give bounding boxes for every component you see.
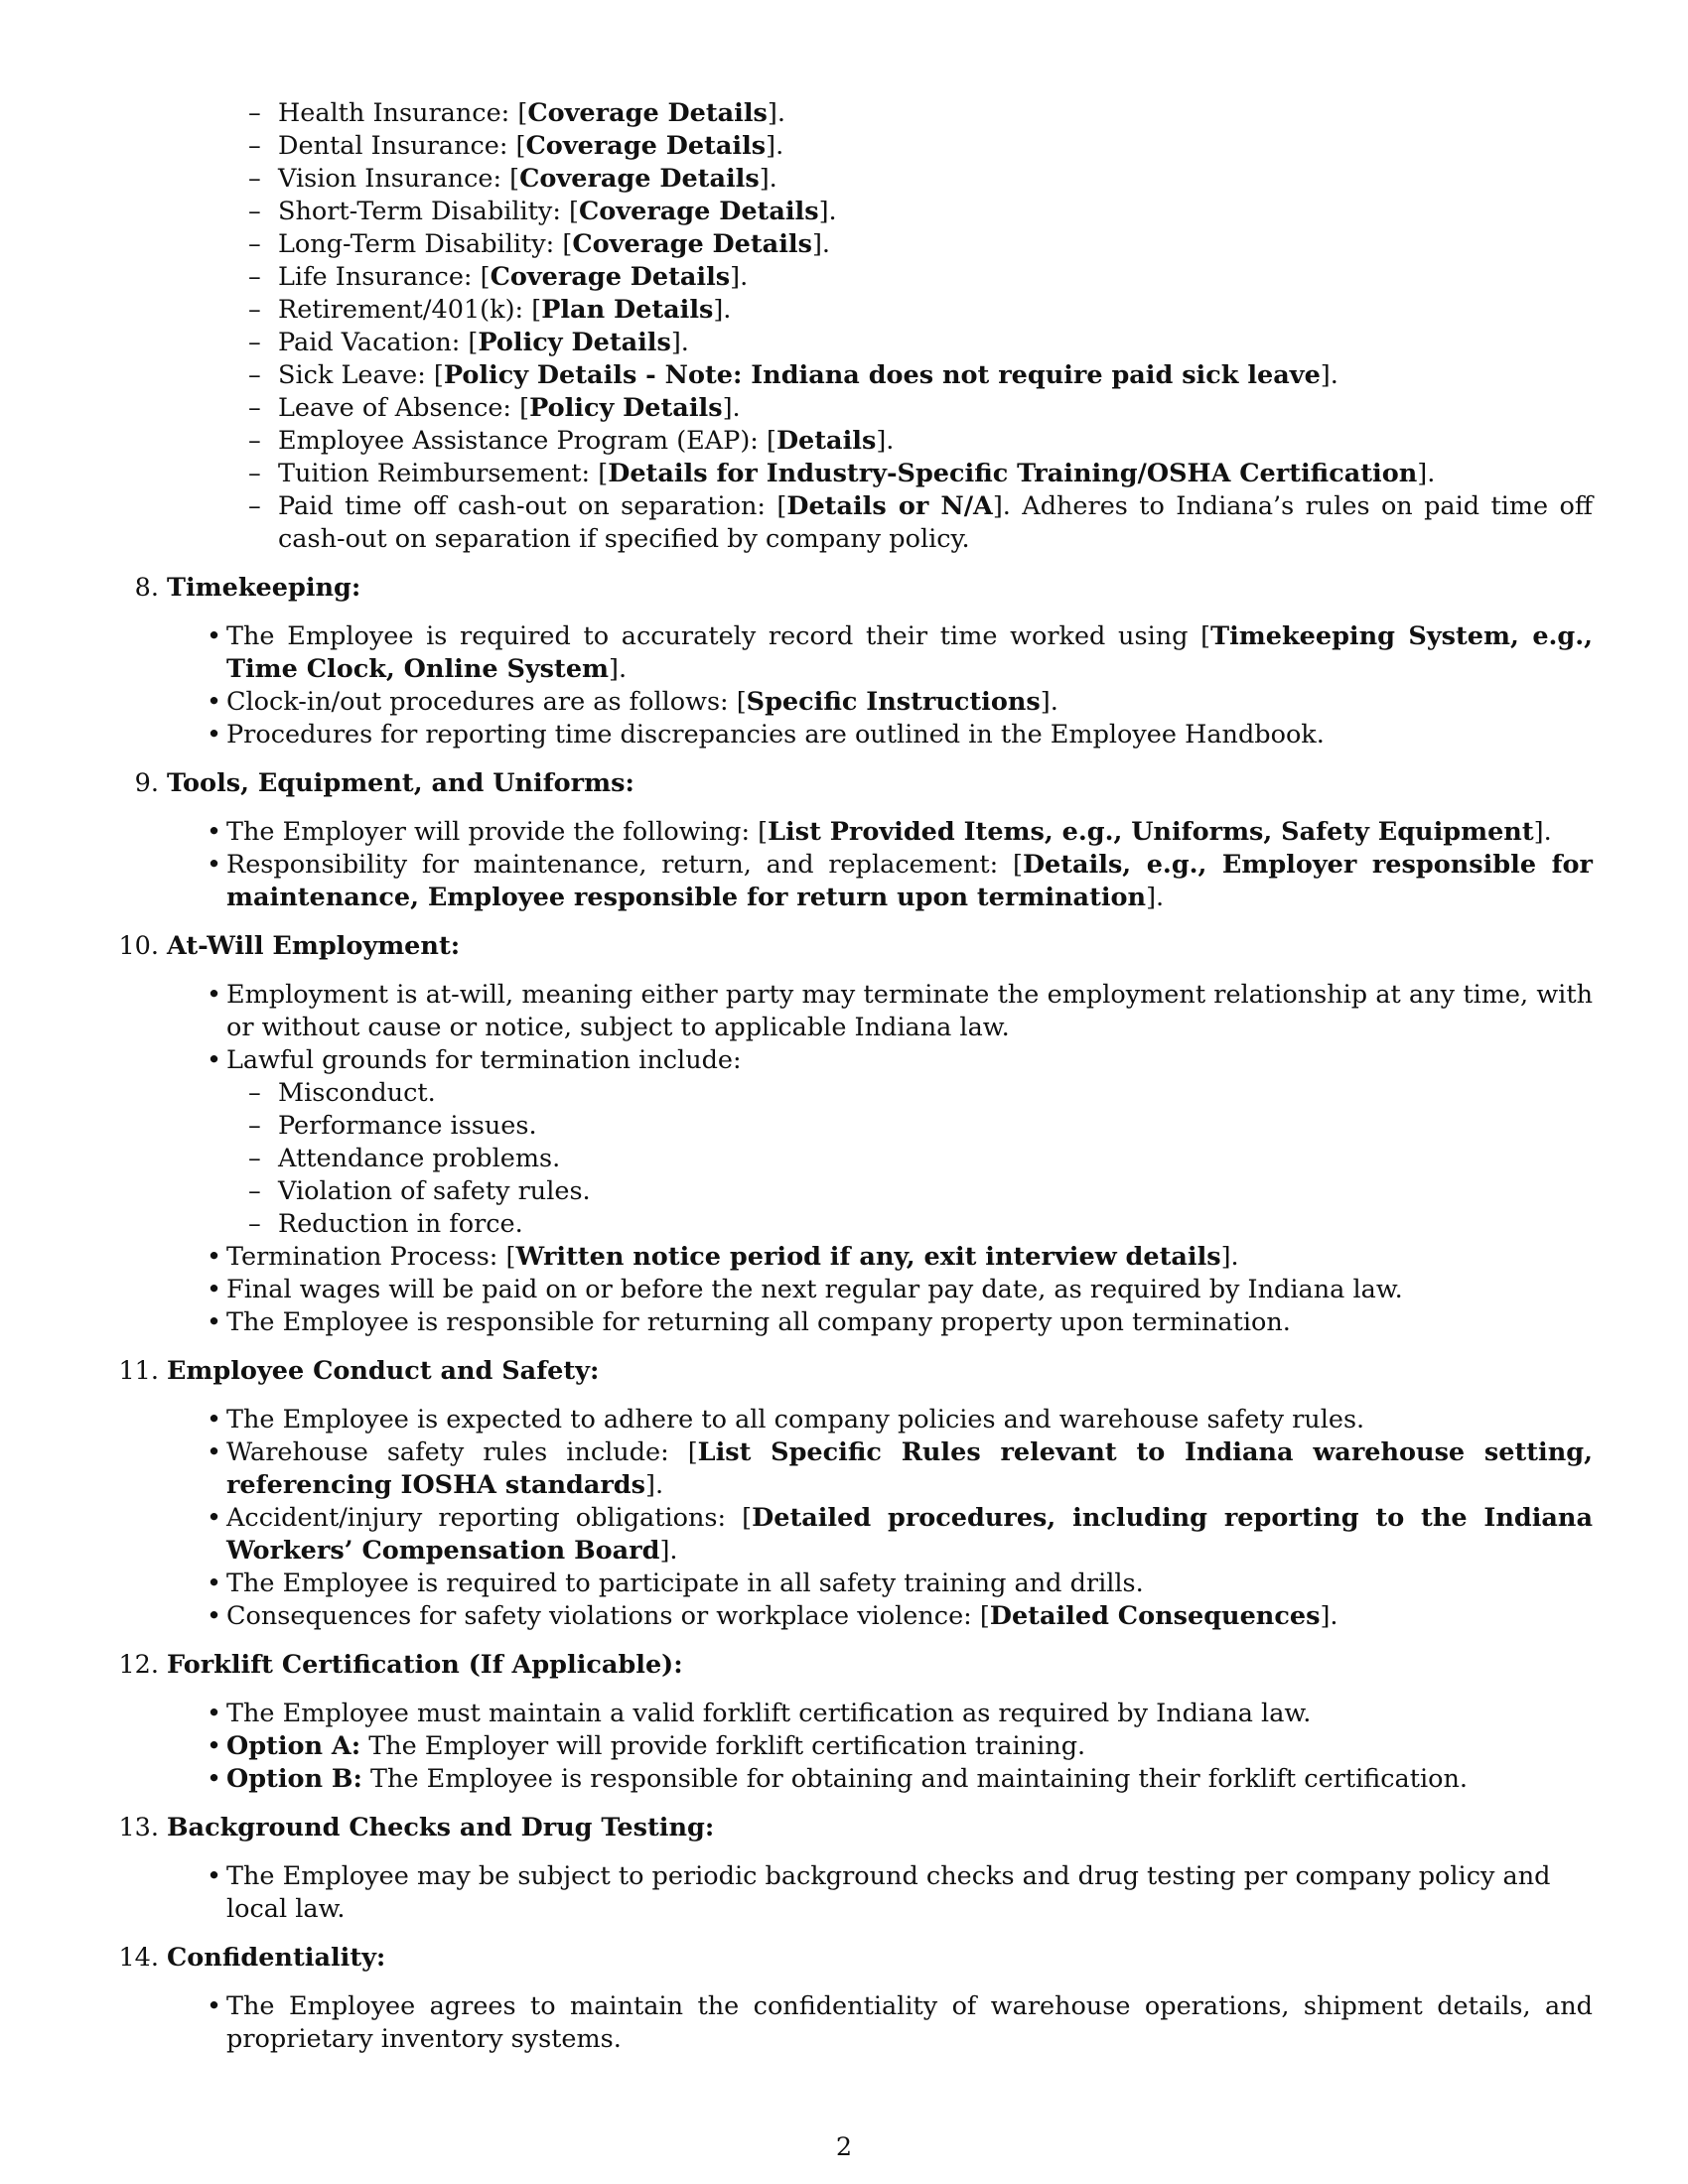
section-background-checks xyxy=(117,1812,1593,1926)
list-item: – Employee Assistance Program (EAP): [Details]. xyxy=(278,425,1593,458)
termination-grounds-list xyxy=(226,1077,1593,1241)
list-item: • The Employer will provide the following: [List Provided Items, e.g., Uniforms, Safety Equipment]. xyxy=(226,816,1593,849)
list-item: • The Employee must maintain a valid forklift certification as required by Indiana law. xyxy=(226,1698,1593,1730)
section-number: 11. xyxy=(118,1356,159,1386)
list-item: • The Employee is required to accurately record their time worked using [Timekeeping System, e.g., Time Clock, Online System]. xyxy=(226,620,1593,686)
list-item: • Consequences for safety violations or workplace violence: [Detailed Consequences]. xyxy=(226,1600,1593,1633)
section-conduct-safety xyxy=(117,1355,1593,1633)
section-heading: Confidentiality: xyxy=(167,1943,386,1973)
list-item: • Option B: The Employee is responsible for obtaining and maintaining their forklift certification. xyxy=(226,1763,1593,1796)
section-tools-equipment xyxy=(117,767,1593,914)
list-item: – Dental Insurance: [Coverage Details]. xyxy=(278,130,1593,163)
list-item: – Paid Vacation: [Policy Details]. xyxy=(278,327,1593,359)
list-item: • Employment is at-will, meaning either party may terminate the employment relationship at any time, with or without cause or notice, subject to applicable Indiana law. xyxy=(226,979,1593,1044)
list-item: • Clock-in/out procedures are as follows: [Specific Instructions]. xyxy=(226,686,1593,719)
section-at-will xyxy=(117,930,1593,1339)
section-heading: At-Will Employment: xyxy=(167,931,461,961)
section-number: 10. xyxy=(118,931,159,961)
section-heading: Timekeeping: xyxy=(167,573,361,603)
section-number: 14. xyxy=(118,1943,159,1973)
list-item: • The Employee may be subject to periodic background checks and drug testing per company policy and local law. xyxy=(226,1860,1593,1926)
section-number: 13. xyxy=(118,1813,159,1843)
section-timekeeping xyxy=(117,572,1593,751)
section-number: 9. xyxy=(134,768,159,798)
section-heading: Forklift Certification (If Applicable): xyxy=(167,1650,683,1680)
list-item: • Accident/injury reporting obligations: [Detailed procedures, including reporting to the Indiana Workers’ Compensation Board]. xyxy=(226,1502,1593,1568)
list-item: • Option A: The Employer will provide forklift certification training. xyxy=(226,1730,1593,1763)
list-item: – Paid time off cash-out on separation: [Details or N/A]. Adheres to Indiana’s rules on paid time off cash-out on separation if specified by company policy. xyxy=(278,490,1593,556)
list-item: – Tuition Reimbursement: [Details for Industry-Specific Training/OSHA Certification]. xyxy=(278,458,1593,490)
list-item: • Warehouse safety rules include: [List Specific Rules relevant to Indiana warehouse setting, referencing IOSHA standards]. xyxy=(226,1436,1593,1502)
list-item: • The Employee is responsible for returning all company property upon termination. xyxy=(226,1306,1593,1339)
list-item: – Misconduct. xyxy=(278,1077,1593,1110)
list-item: • Procedures for reporting time discrepancies are outlined in the Employee Handbook. xyxy=(226,719,1593,751)
list-item: • The Employee agrees to maintain the confidentiality of warehouse operations, shipment details, and proprietary inventory systems. xyxy=(226,1990,1593,2056)
section-number: 12. xyxy=(118,1650,159,1680)
list-item: – Health Insurance: [Coverage Details]. xyxy=(278,97,1593,130)
list-item: – Violation of safety rules. xyxy=(278,1175,1593,1208)
list-item: – Retirement/401(k): [Plan Details]. xyxy=(278,294,1593,327)
list-item: – Short-Term Disability: [Coverage Details]. xyxy=(278,196,1593,228)
section-heading: Background Checks and Drug Testing: xyxy=(167,1813,715,1843)
document-body xyxy=(117,97,1593,2056)
list-item: – Reduction in force. xyxy=(278,1208,1593,1241)
list-item: – Long-Term Disability: [Coverage Details]. xyxy=(278,228,1593,261)
list-item: • Lawful grounds for termination include: – Misconduct. – Performance issues. – Attendance problems. – Violation of safety rules. – Reduction in force. xyxy=(226,1044,1593,1241)
section-confidentiality xyxy=(117,1942,1593,2056)
list-item: – Sick Leave: [Policy Details - Note: Indiana does not require paid sick leave]. xyxy=(278,359,1593,392)
list-item: – Performance issues. xyxy=(278,1110,1593,1143)
list-item: – Vision Insurance: [Coverage Details]. xyxy=(278,163,1593,196)
list-item: • The Employee is required to participate in all safety training and drills. xyxy=(226,1568,1593,1600)
page-number: 2 xyxy=(835,2132,853,2162)
list-item: • Termination Process: [Written notice period if any, exit interview details]. xyxy=(226,1241,1593,1274)
list-item: – Life Insurance: [Coverage Details]. xyxy=(278,261,1593,294)
section-heading: Employee Conduct and Safety: xyxy=(167,1356,600,1386)
list-item: • Responsibility for maintenance, return, and replacement: [Details, e.g., Employer responsible for maintenance, Employee responsible for return upon termination]. xyxy=(226,849,1593,914)
section-forklift xyxy=(117,1649,1593,1796)
section-number: 8. xyxy=(134,573,159,603)
list-item: • Final wages will be paid on or before the next regular pay date, as required by Indiana law. xyxy=(226,1274,1593,1306)
list-item: • The Employee is expected to adhere to all company policies and warehouse safety rules. xyxy=(226,1404,1593,1436)
list-item: – Attendance problems. xyxy=(278,1143,1593,1175)
list-item: – Leave of Absence: [Policy Details]. xyxy=(278,392,1593,425)
benefits-list xyxy=(117,97,1593,556)
section-heading: Tools, Equipment, and Uniforms: xyxy=(167,768,634,798)
